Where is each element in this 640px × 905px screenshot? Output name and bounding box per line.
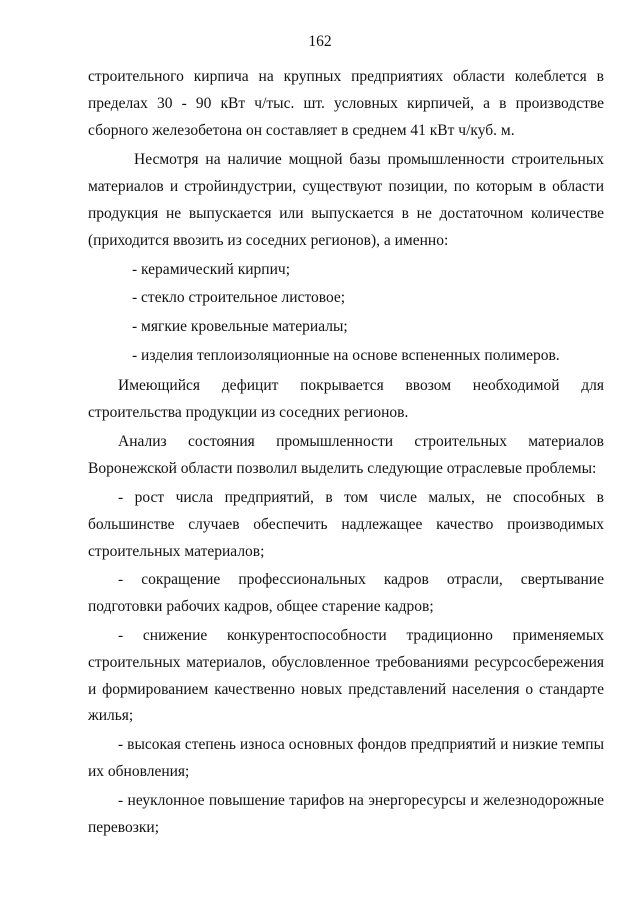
list-item-problem: - рост числа предприятий, в том числе малых, не способных в большинстве случаев обеспечить надлежащее качество производимых строительных материалов;	[88, 488, 604, 560]
paragraph-deficit-coverage: Имеющийся дефицит покрывается ввозом необходимой для строительства продукции из соседних регионов.	[88, 376, 604, 421]
list-item-problem: - высокая степень износа основных фондов предприятий и низкие темпы их обновления;	[88, 736, 604, 780]
paragraph-industry-analysis: Анализ состояния промышленности строительных материалов Воронежской области позволил выделить следующие отраслевые проблемы:	[88, 433, 604, 478]
list-item-problem: - неуклонное повышение тарифов на энергоресурсы и железнодорожные перевозки;	[88, 791, 604, 836]
paragraph-continuation: строительного кирпича на крупных предприятиях области колеблется в пределах 30 - 90 кВт ч/тыс. шт. условных кирпичей, а в производстве сборного железобетона он составляет в среднем 41 кВт ч/куб. м.	[88, 68, 604, 139]
list-item-problem: - сокращение профессиональных кадров отрасли, свертывание подготовки рабочих кадров, общее старение кадров;	[88, 571, 604, 616]
list-item-deficit: - керамический кирпич;	[132, 260, 290, 278]
page-body	[88, 64, 604, 841]
list-item-deficit: - стекло строительное листовое;	[132, 289, 346, 307]
list-item-deficit: - изделия теплоизоляционные на основе вспененных полимеров.	[132, 346, 560, 364]
list-item-problem: - снижение конкурентоспособности традиционно применяемых строительных материалов, обусловленное требованиями ресурсосбережения и формированием качественно новых представлений населения о стандарте жилья;	[88, 626, 604, 725]
paragraph-production-gaps: Несмотря на наличие мощной базы промышленности строительных материалов и стройиндустрии, существуют позиции, по которым в области продукция не выпускается или выпускается в не достаточном количестве (приходится ввозить из соседних регионов), а именно:	[88, 151, 604, 249]
page-number: 162	[308, 33, 332, 50]
list-item-deficit: - мягкие кровельные материалы;	[132, 318, 348, 336]
